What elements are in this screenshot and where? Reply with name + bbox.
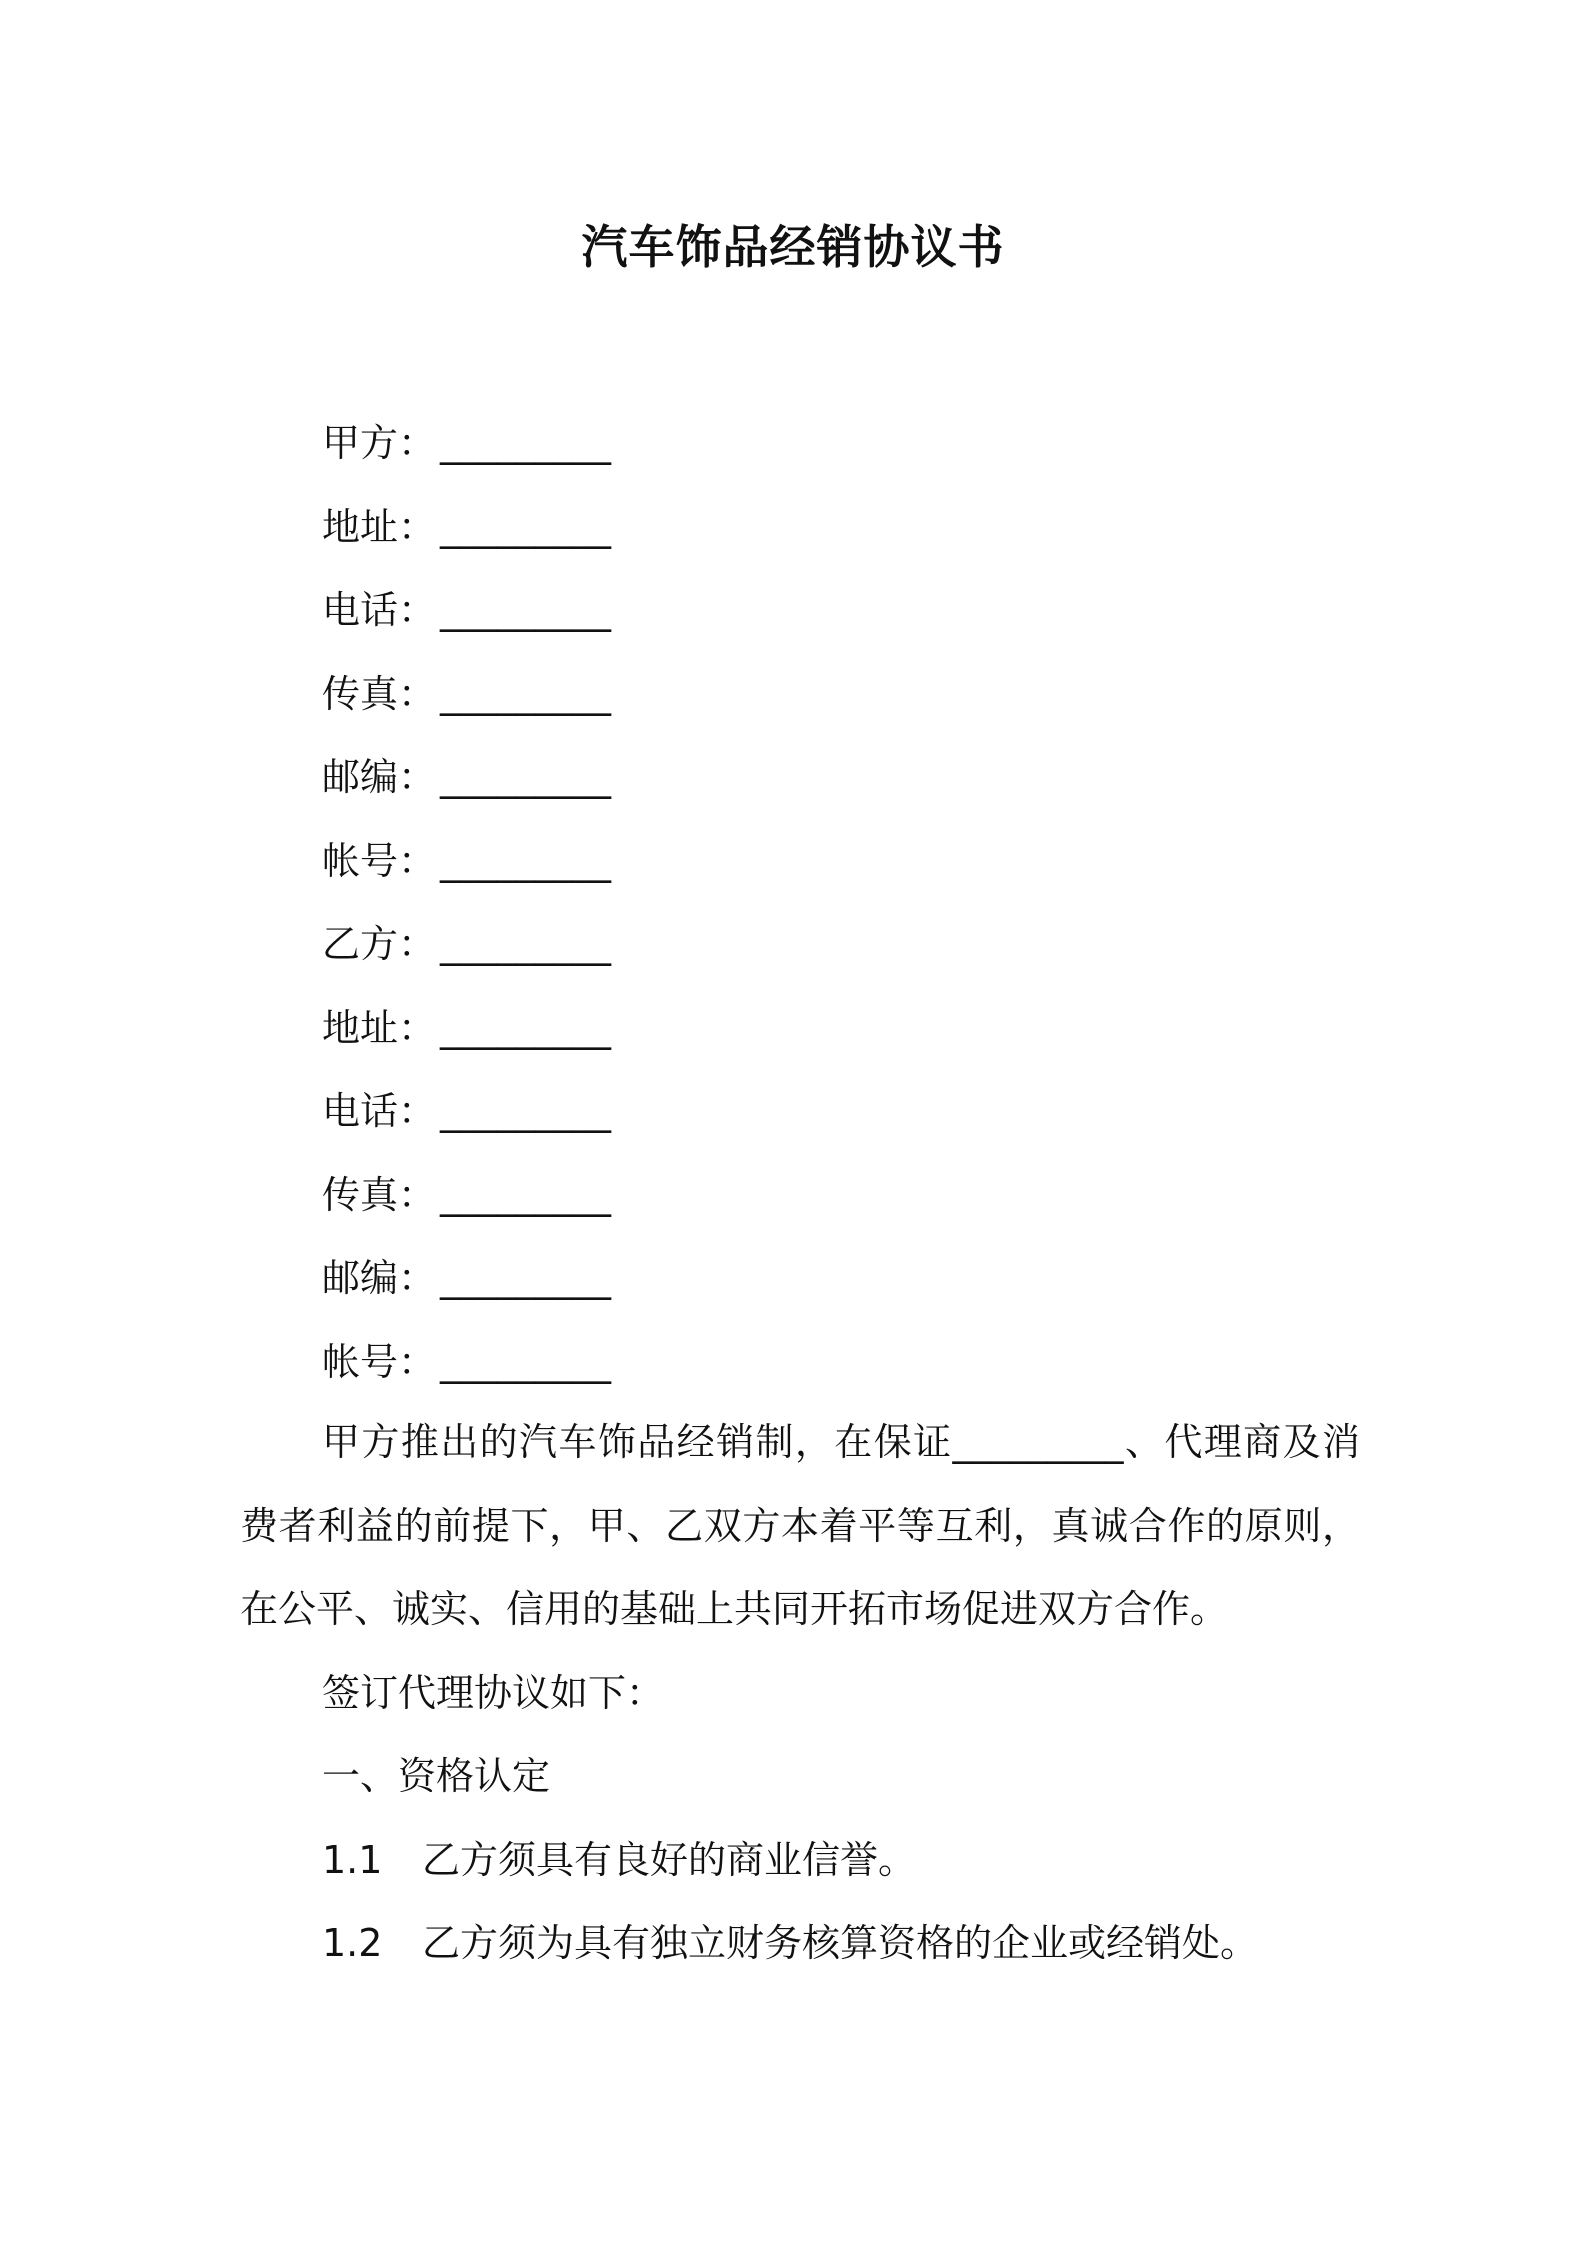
field-blank: _________ [440, 588, 612, 632]
clause-text: 乙方须具有良好的商业信誉。 [422, 1837, 917, 1882]
field-party-b-phone [322, 1070, 611, 1154]
field-label: 乙方： [322, 922, 437, 966]
field-party-b [322, 903, 611, 987]
field-label: 传真： [322, 1172, 437, 1217]
field-blank: _________ [440, 1089, 612, 1133]
clause-item [240, 1902, 1360, 1986]
field-party-a-account [322, 820, 611, 904]
field-party-b-fax [322, 1154, 611, 1238]
clause-item [240, 1819, 1360, 1903]
field-blank: _________ [440, 1339, 612, 1384]
field-label: 电话： [322, 588, 437, 632]
field-party-a-fax [322, 653, 611, 737]
field-party-b-account [322, 1321, 611, 1405]
field-blank: _________ [440, 1172, 612, 1217]
clause-number: 1.2 [322, 1921, 383, 1965]
field-label: 邮编： [322, 755, 437, 799]
field-party-a-postcode [322, 736, 611, 820]
field-label: 传真： [322, 671, 437, 716]
field-label: 甲方： [322, 421, 437, 465]
field-label: 邮编： [322, 1256, 437, 1300]
field-label: 帐号： [322, 838, 437, 883]
intro-paragraph: 甲方推出的汽车饰品经销制，在保证_________、代理商及消费者利益的前提下，甲、乙双方本着平等互利，真诚合作的原则，在公平、诚实、信用的基础上共同开拓市场促进双方合作。 [240, 1420, 1360, 1631]
field-blank: _________ [440, 922, 612, 966]
field-blank: _________ [440, 421, 612, 465]
field-party-b-postcode [322, 1237, 611, 1321]
field-party-a-phone [322, 569, 611, 653]
agreement-lead: 签订代理协议如下： [322, 1670, 665, 1715]
field-blank: _________ [440, 504, 612, 549]
section-heading: 一、资格认定 [322, 1754, 551, 1798]
field-party-a-address [322, 486, 611, 570]
clause-text: 乙方须为具有独立财务核算资格的企业或经销处。 [422, 1921, 1259, 1965]
field-label: 地址： [322, 504, 437, 549]
field-party-a [322, 402, 611, 486]
party-info-fields [322, 402, 611, 1404]
document-title: 汽车饰品经销协议书 [581, 220, 1005, 274]
field-blank: _________ [440, 755, 612, 799]
field-blank: _________ [440, 1005, 612, 1050]
field-label: 电话： [322, 1089, 437, 1133]
field-label: 地址： [322, 1005, 437, 1050]
field-blank: _________ [440, 838, 612, 883]
field-blank: _________ [440, 1256, 612, 1300]
field-label: 帐号： [322, 1339, 437, 1384]
field-party-b-address [322, 987, 611, 1071]
agreement-body [240, 1401, 1360, 1986]
field-blank: _________ [440, 671, 612, 716]
clause-number: 1.1 [322, 1837, 383, 1882]
